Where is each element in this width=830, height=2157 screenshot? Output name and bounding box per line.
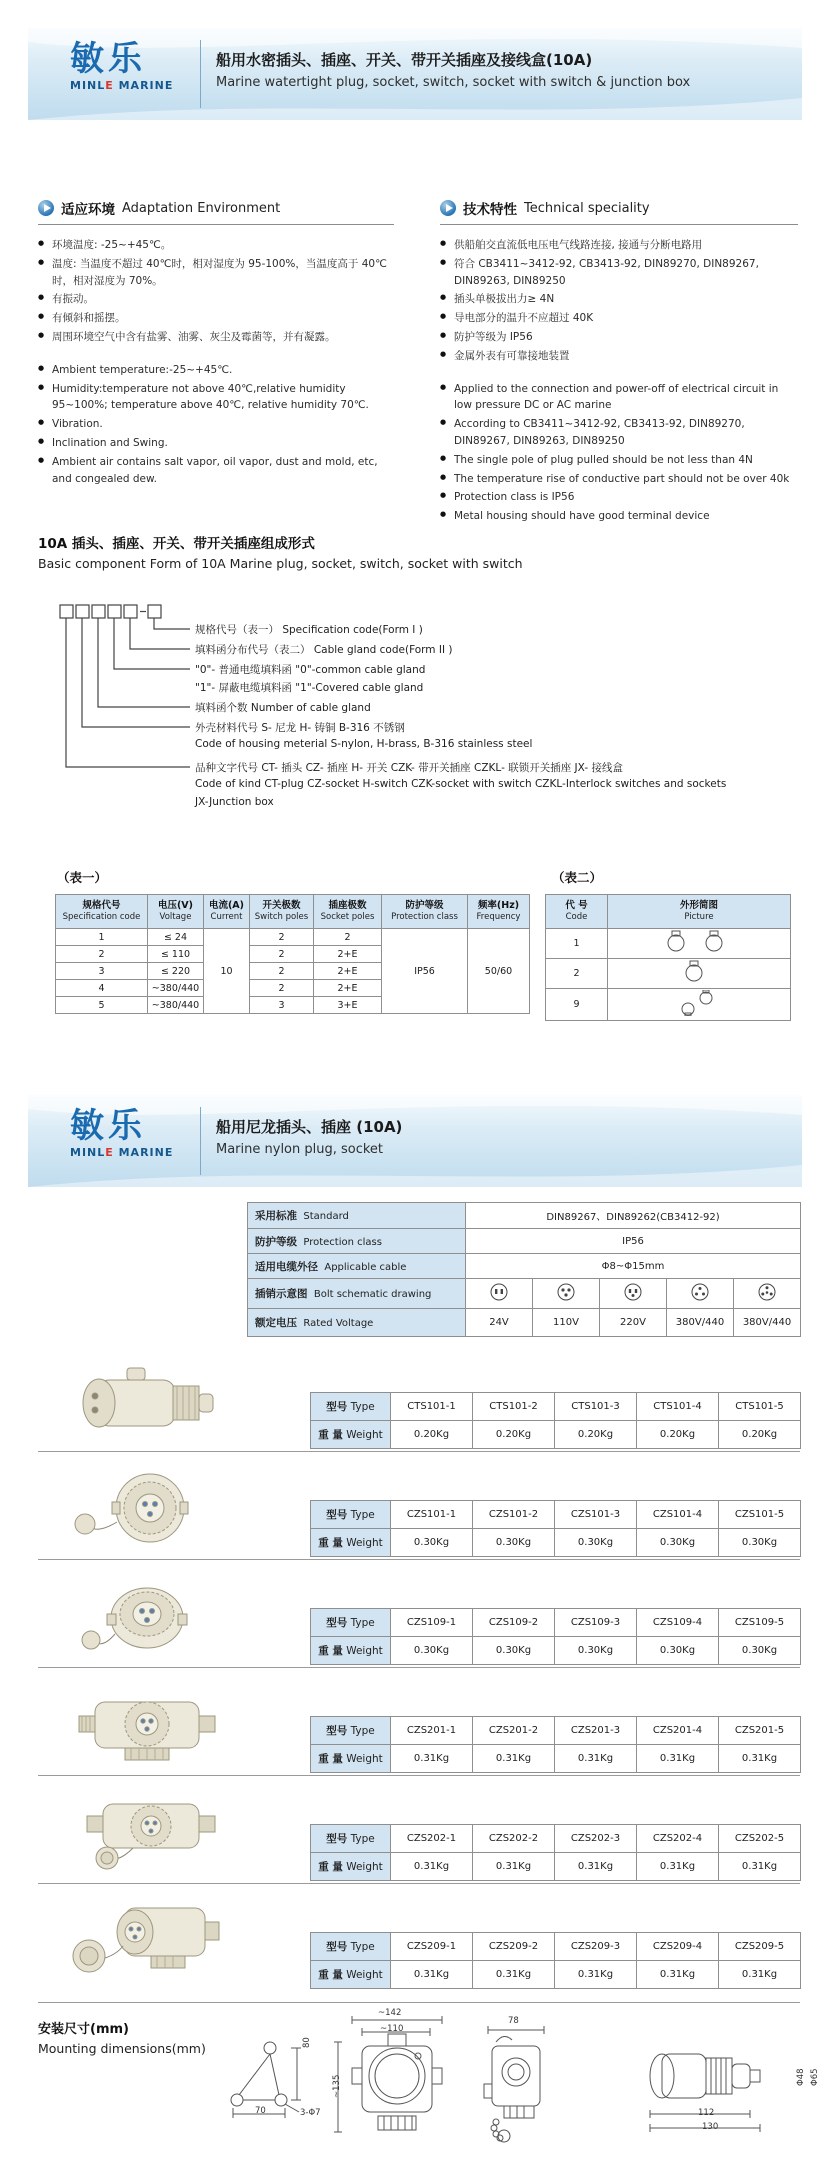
standard-value: DIN89267、DIN89262(CB3412-92) — [466, 1203, 801, 1229]
voltage: ≤ 24 — [148, 929, 204, 946]
code-label-gland-number: 填料函个数 Number of cable gland — [195, 702, 371, 714]
model: CZS201-3 — [555, 1717, 637, 1745]
weight: 0.31Kg — [719, 1961, 801, 1989]
weight: 0.31Kg — [473, 1961, 555, 1989]
weight: 0.30Kg — [555, 1637, 637, 1665]
bullet: ● 温度: 当温度不超过 40℃时，相对湿度为 95-100%，当温度高于 40℃时，相对湿度为 70%。 — [38, 256, 394, 290]
weight: 0.31Kg — [555, 1853, 637, 1881]
bullet: ● 有倾斜和摇摆。 — [38, 310, 394, 327]
model: CZS202-4 — [637, 1825, 719, 1853]
code-structure-diagram — [55, 602, 205, 817]
bullet: ● 有振动。 — [38, 291, 394, 308]
spec-row-label: 插销示意图 Bolt schematic drawing — [248, 1279, 466, 1309]
heading-rule — [38, 224, 394, 225]
page-title-cn: 船用水密插头、插座、开关、带开关插座及接线盒(10A) — [216, 51, 593, 69]
mounting-title-cn: 安装尺寸(mm) — [38, 2022, 129, 2037]
nylon-spec-table — [247, 1202, 801, 1337]
model: CTS101-1 — [391, 1393, 473, 1421]
page-title-en: Marine watertight plug, socket, switch, socket with switch & junction box — [216, 75, 691, 90]
rated-voltage: 380V/440 — [667, 1309, 734, 1337]
spec-code: 2 — [56, 946, 148, 963]
divider — [38, 1559, 800, 1560]
weight: 0.31Kg — [719, 1853, 801, 1881]
protection-value: IP56 — [466, 1229, 801, 1254]
brand-logo — [70, 1106, 174, 1159]
socket-poles: 2+E — [314, 980, 382, 997]
bullet: ● According to CB3411~3412-92, CB3413-92, DIN89270, DIN89267, DIN89263, DIN89250 — [440, 416, 798, 450]
weight: 0.31Kg — [637, 1745, 719, 1773]
weight: 0.30Kg — [473, 1637, 555, 1665]
model: CZS209-3 — [555, 1933, 637, 1961]
mounting-title — [38, 2018, 206, 2056]
weight: 0.31Kg — [555, 1961, 637, 1989]
product-photo-czs209 — [55, 1894, 245, 1998]
product-table-czs109 — [310, 1608, 801, 1665]
component-form-title-cn: 10A 插头、插座、开关、带开关插座组成形式 — [38, 536, 315, 552]
product-photo-cts101 — [55, 1358, 245, 1450]
model: CZS101-5 — [719, 1501, 801, 1529]
brand-logo — [70, 39, 174, 92]
product-table-cts101 — [310, 1392, 801, 1449]
header-divider — [200, 40, 201, 108]
weight: 0.30Kg — [391, 1637, 473, 1665]
dim-label: ~110 — [380, 2024, 404, 2034]
weight-label: 重 量 Weight — [311, 1421, 391, 1449]
bullet: ● Applied to the connection and power-off of electrical circuit in low pressure DC or AC marine — [440, 381, 798, 415]
bullet: ● 环境温度: -25~+45℃。 — [38, 237, 394, 254]
model: CZS201-5 — [719, 1717, 801, 1745]
weight: 0.20Kg — [473, 1421, 555, 1449]
voltage: ≤ 110 — [148, 946, 204, 963]
model: CZS201-1 — [391, 1717, 473, 1745]
spec-row-label: 采用标准 Standard — [248, 1203, 466, 1229]
dim-label: 70 — [255, 2106, 266, 2116]
frequency: 50/60 — [468, 929, 530, 1014]
form2-table — [545, 894, 791, 1021]
product-photo-czs101 — [55, 1462, 245, 1558]
spec-row-label: 适用电缆外径 Applicable cable — [248, 1254, 466, 1279]
switch-poles: 3 — [250, 997, 314, 1014]
weight: 0.30Kg — [719, 1529, 801, 1557]
weight: 0.31Kg — [637, 1961, 719, 1989]
bolt-drawing-220v — [600, 1279, 667, 1309]
weight-label: 重 量 Weight — [311, 1853, 391, 1881]
protection-class: IP56 — [382, 929, 468, 1014]
col-header: 插座极数 Socket poles — [314, 895, 382, 929]
cable-value: Φ8~Φ15mm — [466, 1254, 801, 1279]
model: CZS101-1 — [391, 1501, 473, 1529]
technical-heading-en: Technical speciality — [524, 200, 650, 216]
weight: 0.31Kg — [555, 1745, 637, 1773]
model: CTS101-4 — [637, 1393, 719, 1421]
rated-voltage: 110V — [533, 1309, 600, 1337]
model: CZS101-4 — [637, 1501, 719, 1529]
bullet: ● 周围环境空气中含有盐雾、油雾、灰尘及霉菌等，并有凝露。 — [38, 329, 394, 346]
model: CTS101-2 — [473, 1393, 555, 1421]
form1-caption: （表一） — [57, 870, 108, 885]
product-photo-czs201 — [55, 1678, 245, 1774]
model: CZS109-5 — [719, 1609, 801, 1637]
bullet: ● 插头单极拔出力≥ 4N — [440, 291, 798, 308]
socket-poles: 2+E — [314, 946, 382, 963]
voltage: ≤ 220 — [148, 963, 204, 980]
code-label-housing-en: Code of housing meterial S-nylon, H-brass, B-316 stainless steel — [195, 738, 533, 750]
type-label: 型号 Type — [311, 1933, 391, 1961]
col-header: 电压(V) Voltage — [148, 895, 204, 929]
col-header: 代 号 Code — [546, 895, 608, 929]
switch-poles: 2 — [250, 963, 314, 980]
weight: 0.30Kg — [555, 1529, 637, 1557]
model: CZS109-2 — [473, 1609, 555, 1637]
model: CZS202-2 — [473, 1825, 555, 1853]
code-label-common-gland: "0"- 普通电缆填料函 "0"-common cable gland — [195, 664, 426, 676]
weight: 0.31Kg — [391, 1961, 473, 1989]
weight: 0.30Kg — [391, 1529, 473, 1557]
brand-logo-cn: 敏乐 — [70, 1106, 146, 1146]
weight: 0.31Kg — [391, 1745, 473, 1773]
voltage: ~380/440 — [148, 997, 204, 1014]
model: CZS209-1 — [391, 1933, 473, 1961]
type-label: 型号 Type — [311, 1393, 391, 1421]
spec-code: 1 — [56, 929, 148, 946]
col-header: 外形简图 Picture — [608, 895, 791, 929]
section-technical-speciality — [440, 198, 798, 527]
header-divider — [200, 1107, 201, 1175]
product-table-czs209 — [310, 1932, 801, 1989]
divider — [38, 1775, 800, 1776]
bullet: ● Metal housing should have good terminal device — [440, 508, 798, 525]
weight: 0.31Kg — [637, 1853, 719, 1881]
component-form-title-en: Basic component Form of 10A Marine plug, socket, switch, socket with switch — [38, 556, 523, 571]
page2-title-cn: 船用尼龙插头、插座 (10A) — [216, 1118, 403, 1136]
bullet: ● Ambient air contains salt vapor, oil vapor, dust and mold, etc, and congealed dew. — [38, 454, 394, 488]
weight: 0.31Kg — [391, 1853, 473, 1881]
weight-label: 重 量 Weight — [311, 1637, 391, 1665]
weight: 0.31Kg — [473, 1853, 555, 1881]
gland-picture-1 — [608, 929, 791, 959]
mounting-drawing-socket-side — [470, 2024, 562, 2146]
section-bullet-icon — [38, 200, 54, 216]
weight: 0.30Kg — [637, 1637, 719, 1665]
type-label: 型号 Type — [311, 1825, 391, 1853]
model: CZS209-2 — [473, 1933, 555, 1961]
code-label-kind-cn: 品种文字代号 CT- 插头 CZ- 插座 H- 开关 CZK- 带开关插座 CZKL- 联锁开关插座 JX- 接线盒 — [195, 762, 623, 774]
technical-bullets-cn — [440, 237, 798, 365]
brand-logo-en: MINLE MARINE — [70, 79, 174, 92]
weight: 0.31Kg — [473, 1745, 555, 1773]
col-header: 规格代号 Specification code — [56, 895, 148, 929]
bullet: ● 供船舶交直流低电压电气线路连接, 接通与分断电路用 — [440, 237, 798, 254]
weight-label: 重 量 Weight — [311, 1745, 391, 1773]
model: CZS109-3 — [555, 1609, 637, 1637]
current: 10 — [204, 929, 250, 1014]
model: CTS101-5 — [719, 1393, 801, 1421]
weight-label: 重 量 Weight — [311, 1529, 391, 1557]
dim-label: 80 — [302, 2037, 312, 2048]
dim-label: 3-Φ7 — [300, 2108, 321, 2118]
rated-voltage: 220V — [600, 1309, 667, 1337]
product-table-czs101 — [310, 1500, 801, 1557]
dim-label: 112 — [698, 2108, 715, 2118]
gland-code: 1 — [546, 929, 608, 959]
col-header: 电流(A) Current — [204, 895, 250, 929]
mounting-title-en: Mounting dimensions(mm) — [38, 2041, 206, 2056]
divider — [38, 1451, 800, 1452]
gland-code: 9 — [546, 989, 608, 1021]
product-photo-czs202 — [55, 1786, 245, 1882]
header-band-2 — [28, 1095, 802, 1187]
code-label-specification: 规格代号（表一） Specification code(Form I ) — [195, 624, 423, 636]
adaptation-heading — [38, 198, 394, 218]
weight: 0.20Kg — [637, 1421, 719, 1449]
divider — [38, 1667, 800, 1668]
dim-label: ~142 — [378, 2008, 402, 2018]
bolt-drawing-110v — [533, 1279, 600, 1309]
adaptation-bullets-en — [38, 362, 394, 488]
spec-code: 3 — [56, 963, 148, 980]
heading-rule — [440, 224, 798, 225]
brand-logo-cn: 敏乐 — [70, 39, 146, 79]
model: CZS209-5 — [719, 1933, 801, 1961]
code-label-covered-gland: "1"- 屏蔽电缆填料函 "1"-Covered cable gland — [195, 682, 424, 694]
technical-heading — [440, 198, 798, 218]
gland-picture-2 — [608, 959, 791, 989]
col-header: 频率(Hz) Frequency — [468, 895, 530, 929]
bullet: ● Humidity:temperature not above 40℃,relative humidity 95~100%; temperature above 40℃, relative humidity 70℃. — [38, 381, 394, 415]
page2-title-en: Marine nylon plug, socket — [216, 1142, 384, 1157]
socket-poles: 2 — [314, 929, 382, 946]
model: CTS101-3 — [555, 1393, 637, 1421]
bullet: ● 防护等级为 IP56 — [440, 329, 798, 346]
spec-row-label: 额定电压 Rated Voltage — [248, 1309, 466, 1337]
adaptation-heading-cn: 适应环境 — [61, 202, 115, 218]
mounting-drawing-socket-front — [330, 2016, 460, 2144]
model: CZS109-4 — [637, 1609, 719, 1637]
product-photo-czs109 — [55, 1570, 245, 1666]
rated-voltage: 24V — [466, 1309, 533, 1337]
bullet: ● Inclination and Swing. — [38, 435, 394, 452]
switch-poles: 2 — [250, 980, 314, 997]
model: CZS201-2 — [473, 1717, 555, 1745]
technical-bullets-en — [440, 381, 798, 525]
model: CZS101-3 — [555, 1501, 637, 1529]
code-label-housing-cn: 外壳材料代号 S- 尼龙 H- 铸铜 B-316 不锈钢 — [195, 722, 405, 734]
weight: 0.30Kg — [637, 1529, 719, 1557]
model: CZS109-1 — [391, 1609, 473, 1637]
code-label-junction-box: JX-Junction box — [195, 796, 274, 808]
bullet: ● 金属外表有可靠接地装置 — [440, 348, 798, 365]
dim-label: ~135 — [332, 2074, 342, 2098]
bullet: ● The single pole of plug pulled should be not less than 4N — [440, 452, 798, 469]
bullet: ● The temperature rise of conductive part should not be over 40k — [440, 471, 798, 488]
spec-code: 4 — [56, 980, 148, 997]
technical-heading-cn: 技术特性 — [463, 202, 517, 218]
weight-label: 重 量 Weight — [311, 1961, 391, 1989]
dim-label: 130 — [702, 2122, 719, 2132]
code-label-gland-code: 填料函分布代号（表二） Cable gland code(Form II ) — [195, 644, 453, 656]
weight: 0.30Kg — [473, 1529, 555, 1557]
bolt-drawing-24v — [466, 1279, 533, 1309]
bullet: ● 导电部分的温升不应超过 40K — [440, 310, 798, 327]
bullet: ● 符合 CB3411~3412-92, CB3413-92, DIN89270, DIN89267, DIN89263, DIN89250 — [440, 256, 798, 290]
model: CZS202-3 — [555, 1825, 637, 1853]
socket-poles: 3+E — [314, 997, 382, 1014]
socket-poles: 2+E — [314, 963, 382, 980]
weight: 0.20Kg — [719, 1421, 801, 1449]
component-form-title — [38, 532, 758, 571]
spec-row-label: 防护等级 Protection class — [248, 1229, 466, 1254]
type-label: 型号 Type — [311, 1501, 391, 1529]
col-header: 防护等级 Protection class — [382, 895, 468, 929]
weight: 0.20Kg — [391, 1421, 473, 1449]
section-adaptation-environment — [38, 198, 394, 489]
form1-table — [55, 894, 530, 1014]
weight: 0.30Kg — [719, 1637, 801, 1665]
weight: 0.31Kg — [719, 1745, 801, 1773]
voltage: ~380/440 — [148, 980, 204, 997]
gland-picture-9 — [608, 989, 791, 1021]
bolt-drawing-440v — [734, 1279, 801, 1309]
model: CZS202-1 — [391, 1825, 473, 1853]
gland-code: 2 — [546, 959, 608, 989]
bullet: ● Protection class is IP56 — [440, 489, 798, 506]
adaptation-bullets-cn — [38, 237, 394, 346]
header-band-1 — [28, 28, 802, 120]
dim-label: 78 — [508, 2016, 519, 2026]
bolt-drawing-380v — [667, 1279, 734, 1309]
brand-logo-en: MINLE MARINE — [70, 1146, 174, 1159]
model: CZS201-4 — [637, 1717, 719, 1745]
weight: 0.20Kg — [555, 1421, 637, 1449]
switch-poles: 2 — [250, 946, 314, 963]
model: CZS202-5 — [719, 1825, 801, 1853]
adaptation-heading-en: Adaptation Environment — [122, 200, 281, 216]
form2-caption: （表二） — [552, 870, 603, 885]
type-label: 型号 Type — [311, 1717, 391, 1745]
type-label: 型号 Type — [311, 1609, 391, 1637]
rated-voltage: 380V/440 — [734, 1309, 801, 1337]
dim-label: Φ48 — [796, 2068, 806, 2086]
spec-code: 5 — [56, 997, 148, 1014]
col-header: 开关极数 Switch poles — [250, 895, 314, 929]
bullet: ● Ambient temperature:-25~+45℃. — [38, 362, 394, 379]
product-table-czs201 — [310, 1716, 801, 1773]
product-table-czs202 — [310, 1824, 801, 1881]
dim-label: Φ65 — [810, 2068, 820, 2086]
divider — [38, 1883, 800, 1884]
switch-poles: 2 — [250, 929, 314, 946]
section-bullet-icon — [440, 200, 456, 216]
code-label-kind-en: Code of kind CT-plug CZ-socket H-switch CZK-socket with switch CZKL-Interlock switches and sockets — [195, 778, 727, 790]
model: CZS209-4 — [637, 1933, 719, 1961]
model: CZS101-2 — [473, 1501, 555, 1529]
divider — [38, 2002, 800, 2003]
bullet: ● Vibration. — [38, 416, 394, 433]
